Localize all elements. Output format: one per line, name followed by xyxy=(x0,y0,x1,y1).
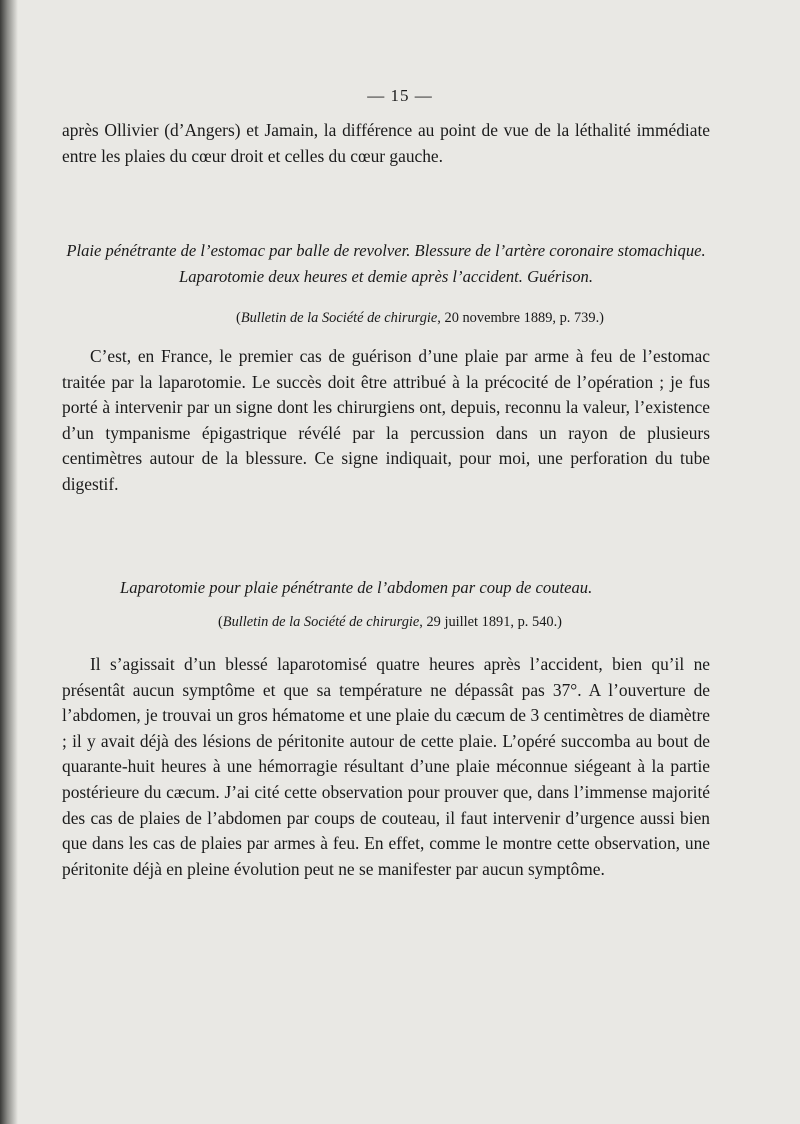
section-1-source xyxy=(20,310,800,327)
source-details: , 20 novembre 1889, p. 739.) xyxy=(437,310,604,326)
section-2-source xyxy=(0,614,790,631)
page-number: — 15 — xyxy=(367,86,433,105)
source-journal: Bulletin de la Société de chirurgie xyxy=(240,310,438,326)
source-open-paren: ( xyxy=(218,614,223,630)
source-journal: Bulletin de la Société de chirurgie xyxy=(222,614,420,630)
source-open-paren: ( xyxy=(236,310,241,326)
section-2-paragraph: Il s’agissait d’un blessé laparotomisé quatre heures après l’accident, bien qu’il ne présentât aucun symptôme et que sa température ne dépassât pas 37°. A l’ouverture de l’abdomen, je trouvai un gros hématome et une plaie du cæcum de 3 centimètres de diamètre ; il y avait déjà des lésions de péritonite autour de cette plaie. L’opéré succomba au bout de quarante-huit heures à une hémorragie résultant d’une plaie méconnue siégeant à la partie postérieure du cæcum. J’ai cité cette observation pour prouver que, dans l’immense majorité des cas de plaies de l’abdomen par coups de couteau, il faut intervenir d’urgence aussi bien que dans les cas de plaies par armes à feu. En effet, comme le montre cette observation, une péritonite déjà en pleine évolution peut ne se manifester par aucun symptôme. xyxy=(62,654,710,879)
section-1-title: Plaie pénétrante de l’estomac par balle de revolver. Blessure de l’artère coronaire stomachique. Laparotomie deux heures et demie après l’accident. Guérison. xyxy=(66,241,706,286)
section-1-paragraph: C’est, en France, le premier cas de guérison d’une plaie par arme à feu de l’estomac traitée par la laparotomie. Le succès doit être attribué à la précocité de l’opération ; je fus porté à intervenir par un signe dont les chirurgiens ont, depuis, reconnu la valeur, l’existence d’un tympanisme épigastrique révélé par la percussion dans un rayon de plusieurs centimètres autour de la blessure. Ce signe indiquait, pour moi, une perforation du tube digestif. xyxy=(62,346,710,494)
intro-paragraph: après Ollivier (d’Angers) et Jamain, la différence au point de vue de la léthalité immédiate entre les plaies du cœur droit et celles du cœur gauche. xyxy=(62,120,710,166)
section-2-title: Laparotomie pour plaie pénétrante de l’abdomen par coup de couteau. xyxy=(120,578,593,597)
page-binding-shadow xyxy=(0,0,18,1124)
source-details: , 29 juillet 1891, p. 540.) xyxy=(419,614,562,630)
